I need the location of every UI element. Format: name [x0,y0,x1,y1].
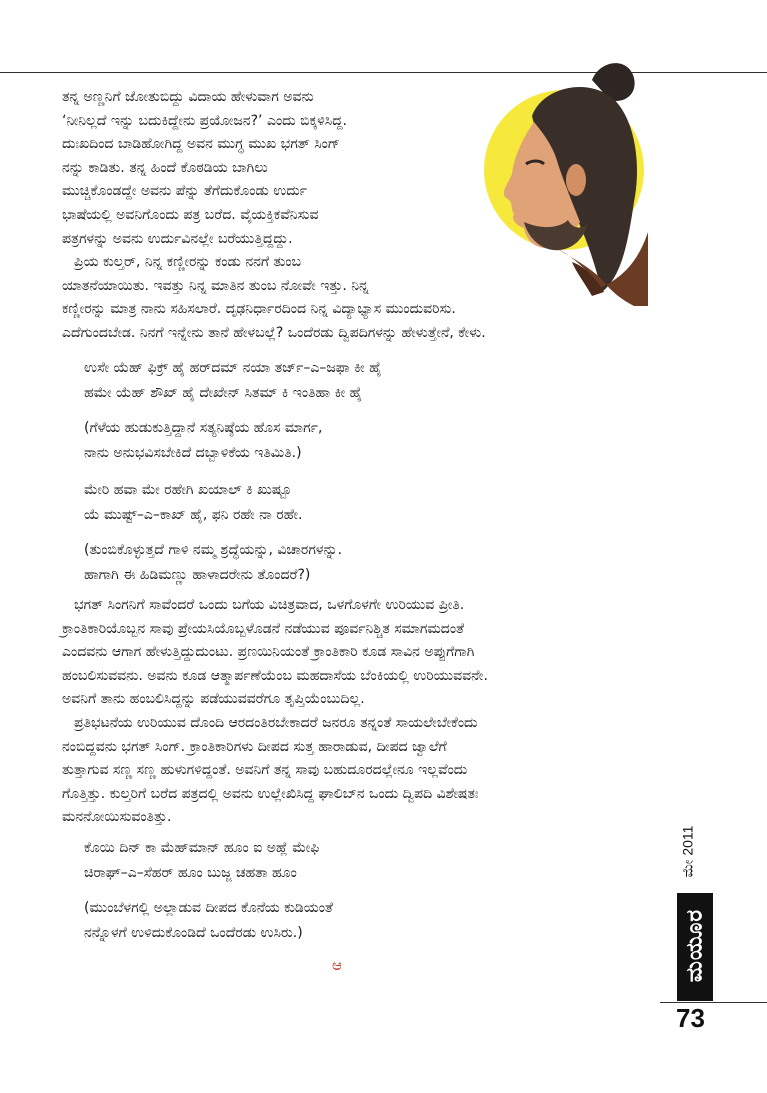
text-line: ದುಃಖದಿಂದ ಬಾಡಿಹೋಗಿದ್ದ ಅವನ ಮುಗ್ಧ ಮುಖ ಭಗತ್ ಸಿಂಗ್ [62,136,340,153]
paragraph-1 [62,86,482,251]
text-line: ಯಾತನೆಯಾಯಿತು. ಇವತ್ತು ನಿನ್ನ ಮಾತಿನ ತುಂಬ ನೋವೇ ಇತ್ತು. ನಿನ್ನ [62,277,369,294]
issue-date-text: ಮೇ 2011 [679,825,696,878]
verse-1 [84,356,544,466]
page-number: 73 [676,1003,705,1033]
text-line: ಕ್ರಾಂತಿಕಾರಿಯೊಬ್ಬನ ಸಾವು ಪ್ರೇಯಸಿಯೊಬ್ಬಳೊಡನೆ ನಡೆಯುವ ಪೂರ್ವನಿಶ್ಚಿತ ಸಮಾಗಮದಂತೆ [62,620,465,637]
text-line: ಎದೆಗುಂದಬೇಡ. ನಿನಗೆ ಇನ್ನೇನು ತಾನೆ ಹೇಳಬಲ್ಲೆ? ಒಂದೆರಡು ದ್ವಿಪದಿಗಳನ್ನು ಹೇಳುತ್ತೇನೆ, ಕೇಳು. [62,324,486,341]
verse-3 [84,836,544,946]
text-line: ತನ್ನ ಅಣ್ಣನಿಗೆ ಜೋತುಬಿದ್ದು ವಿದಾಯ ಹೇಳುವಾಗ ಅವನು [62,89,314,105]
ornament-glyph: ಆ [332,956,342,974]
verse-line: ಚಿರಾಘ್–ಎ–ಸೆಹರ್ ಹೂಂ ಬುಜ್ಜ ಚಹತಾ ಹೂಂ [84,865,297,881]
text-line: ಭಗತ್ ಸಿಂಗನಿಗೆ ಸಾವೆಂದರೆ ಒಂದು ಬಗೆಯ ವಿಚಿತ್ರವಾದ, ಒಳಗೊಳಗೇ ಉರಿಯುವ ಪ್ರೀತಿ. [74,597,465,613]
text-line: ಭಾಷೆಯಲ್ಲಿ ಅವನಿಗೊಂದು ಪತ್ರ ಬರೆದ. ವೈಯಕ್ತಿಕವೆನಿಸುವ [62,206,319,223]
top-rule [0,72,767,73]
verse-line: ಉಸೇ ಯೆಹ್ ಫಿಕ್ರ್ ಹೈ ಹರ್‌ದಮ್ ನಯಾ ತರ್ಜ್–ಎ–ಜಫಾ ಕೀ ಹೈ [84,360,382,376]
text-line: ಪ್ರಿಯ ಕುಲ್ತರ್, ನಿನ್ನ ಕಣ್ಣೀರನ್ನು ಕಂಡು ನನಗೆ ತುಂಬ [74,254,302,270]
text-line: ಕಣ್ಣೀರನ್ನು ಮಾತ್ರ ನಾನು ಸಹಿಸಲಾರೆ. ದೃಢನಿರ್ಧಾರದಿಂದ ನಿನ್ನ ವಿದ್ಯಾಭ್ಯಾಸ ಮುಂದುವರಿಸು. [62,301,456,318]
text-line: ತುತ್ತಾಗುವ ಸಣ್ಣ ಸಣ್ಣ ಹುಳುಗಳಿದ್ದಂತೆ. ಅವನಿಗೆ ತನ್ನ ಸಾವು ಬಹುದೂರದಲ್ಲೇನೂ ಇಲ್ಲವೆಂದು [62,762,468,779]
text-line: ನನ್ನು ಕಾಡಿತು. ತನ್ನ ಹಿಂದೆ ಕೊಠಡಿಯ ಬಾಗಿಲು [62,159,268,176]
text-line: ಹಂಬಲಿಸುವವನು. ಅವನು ಕೂಡ ಆತ್ಮಾರ್ಪಣೆಯೆಂಬ ಮಹದಾಸೆಯ ಬೆಂಕಿಯಲ್ಲಿ ಉರಿಯುವವನೇ. [62,667,488,684]
verse-line: ಕೊಯಿ ದಿನ್ ಕಾ ಮೆಹ್‌ಮಾನ್ ಹೂಂ ಐ ಅಹ್ಲೆ ಮೇಫಿ [84,840,320,856]
translation-line: (ತುಂಬಿಕೊಳ್ಳುತ್ತದೆ ಗಾಳಿ ನಮ್ಮ ಶ್ರದ್ಧೆಯನ್ನು, ವಿಚಾರಗಳನ್ನು. [84,542,343,558]
paragraph-2 [62,251,672,345]
text-line: ಪತ್ರಗಳನ್ನು ಅವನು ಉರ್ದುವಿನಲ್ಲೇ ಬರೆಯುತ್ತಿದ್ದದ್ದು. [62,230,293,247]
text-line: ಮುಚ್ಚಿಕೊಂಡದ್ದೇ ಅವನು ಪೆನ್ನು ತೆಗೆದುಕೊಂಡು ಉರ್ದು [62,183,307,200]
paragraph-4 [62,712,662,830]
paragraph-3 [62,594,672,712]
verse-line: ಹಮೇ ಯೆಹ್ ಶೌಖ್ ಹೈ ದೇಖೇನ್ ಸಿತಮ್ ಕಿ ಇಂತಿಹಾ ಕೀ ಹೈ [84,385,363,401]
verse-2 [84,478,544,588]
translation-line: ನನ್ನೊಳಗೆ ಉಳಿದುಕೊಂಡಿದೆ ಒಂದೆರಡು ಉಸಿರು.) [84,925,303,941]
magazine-name: ಮಯೂರ [682,908,708,983]
text-line: ನಂಬಿದ್ದವನು ಭಗತ್ ಸಿಂಗ್. ಕ್ರಾಂತಿಕಾರಿಗಳು ದೀಪದ ಸುತ್ತ ಹಾರಾಡುವ, ದೀಪದ ಜ್ವಾಲೆಗೆ [62,738,447,755]
translation-line: (ಮುಂಬೆಳಗಲ್ಲಿ ಅಲ್ಲಾಡುವ ದೀಪದ ಕೊನೆಯ ಕುಡಿಯಂತೆ [84,900,333,916]
translation-line: ನಾನು ಅನುಭವಿಸಬೇಕಿದೆ ದಬ್ಬಾಳಿಕೆಯ ಇತಿಮಿತಿ.) [84,445,302,461]
translation-line: (ಗೆಳೆಯ ಹುಡುಕುತ್ತಿದ್ದಾನೆ ಸತ್ಯನಿಷ್ಠೆಯ ಹೊಸ ಮಾರ್ಗ, [84,420,323,436]
verse-line: ಯೆ ಮುಷ್ಟ್–ಎ–ಕಾಖ್ ಹೈ, ಫನಿ ರಹೇ ನಾ ರಹೇ. [84,507,303,523]
text-line: ಮನನೋಯಿಸುವಂತಿತ್ತು. [62,809,172,826]
text-line: ಗೊತ್ತಿತ್ತು. ಕುಲ್ತರಿಗೆ ಬರೆದ ಪತ್ರದಲ್ಲಿ ಅವನು ಉಲ್ಲೇಖಿಸಿದ್ದ ಘಾಲಿಬ್‌ನ ಒಂದು ದ್ವಿಪದಿ ವಿಶೇಷತಃ [62,785,479,802]
text-line: ಪ್ರತಿಭಟನೆಯ ಉರಿಯುವ ದೊಂದಿ ಆರದಂತಿರಬೇಕಾದರೆ ಜನರೂ ತನ್ನಂತೆ ಸಾಯಲೇಬೇಕೆಂದು [74,715,478,731]
issue-date [680,815,710,885]
text-line: ಎಂದವನು ಆಗಾಗ ಹೇಳುತ್ತಿದ್ದುದುಂಟು. ಪ್ರಣಯಿನಿಯಂತೆ ಕ್ರಾಂತಿಕಾರಿ ಕೂಡ ಸಾವಿನ ಅಪ್ಪುಗೆಗಾಗಿ [62,644,475,661]
translation-line: ಹಾಗಾಗಿ ಈ ಹಿಡಿಮಣ್ಣು ಹಾಳಾದರೇನು ತೊಂದರೆ?) [84,567,311,583]
verse-line: ಮೇರಿ ಹವಾ ಮೇ ರಹೇಗಿ ಖಯಾಲ್ ಕಿ ಖುಷ್ಬೂ [84,482,292,498]
text-line: ‘ನೀನಿಲ್ಲದೆ ಇನ್ನು ಬದುಕಿದ್ದೇನು ಪ್ರಯೋಜನ?’ ಎಂದು ಬಿಕ್ಕಳಿಸಿದ್ದ. [62,112,347,129]
magazine-logo [677,893,713,1001]
text-line: ಅವನಿಗೆ ತಾನು ಹಂಬಲಿಸಿದ್ದನ್ನು ಪಡೆಯುವವರೆಗೂ ತೃಪ್ತಿಯೆಂಬುದಿಲ್ಲ. [62,691,365,708]
